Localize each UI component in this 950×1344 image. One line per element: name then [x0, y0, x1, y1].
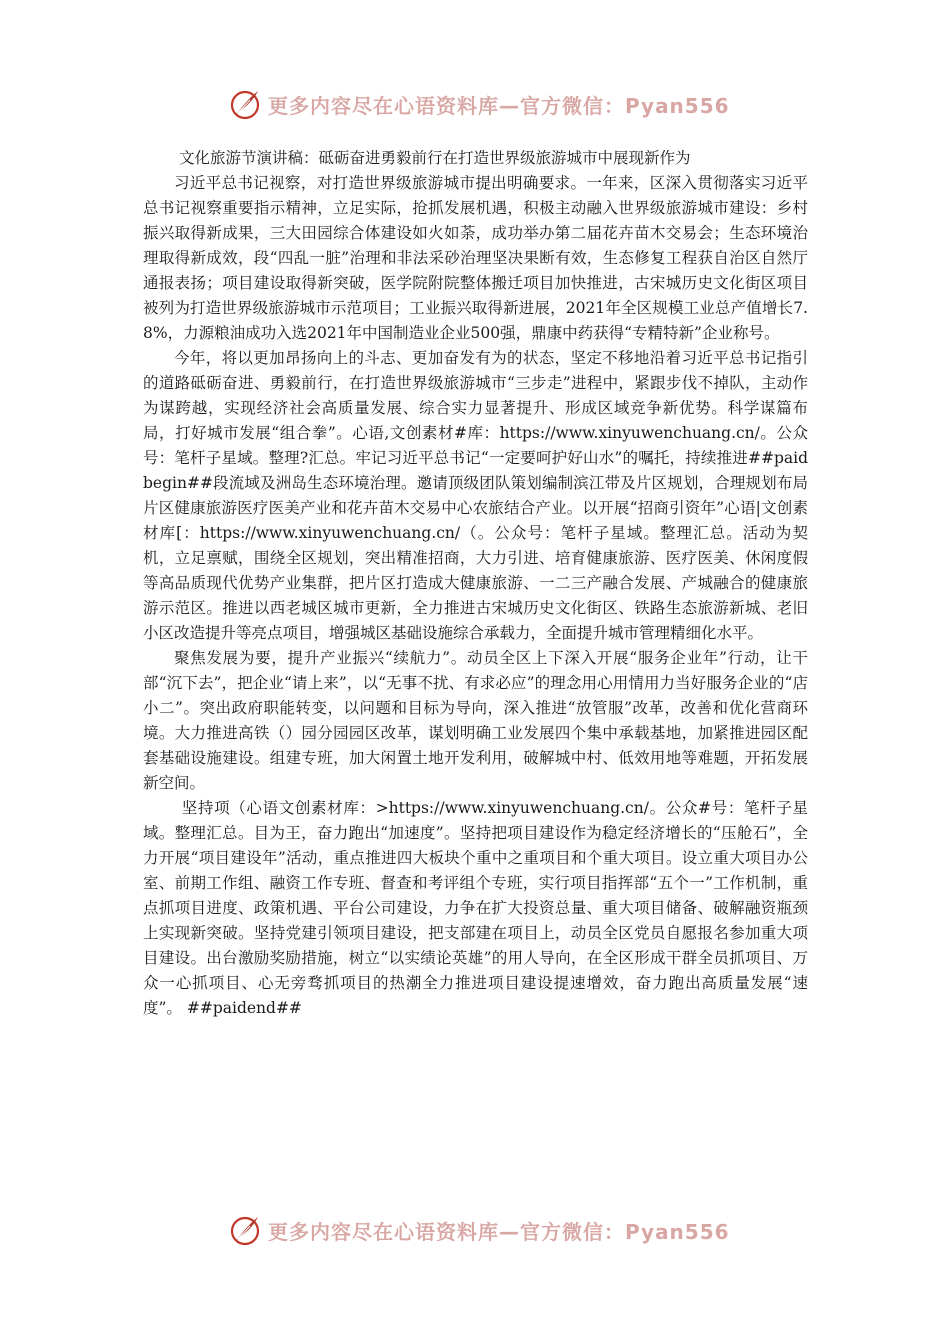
- document-body: [143, 146, 808, 1021]
- paragraph: 聚焦发展为要，提升产业振兴“续航力”。动员全区上下深入开展“服务企业年”行动，让干部“沉下去”，把企业“请上来”，以“无事不扰、有求必应”的理念用心用情用力当好服务企业的“店小二”。突出政府职能转变，以问题和目标为导向，深入推进“放管服”改革，改善和优化营商环境。大力推进高铁（）园分园园区改革，谋划明确工业发展四个集中承载基地，加紧推进园区配套基础设施建设。组建专班，加大闲置土地开发利用，破解城中村、低效用地等难题，开拓发展新空间。: [143, 649, 808, 792]
- paragraph: 今年，将以更加昂扬向上的斗志、更加奋发有为的状态，坚定不移地沿着习近平总书记指引的道路砥砺奋进、勇毅前行，在打造世界级旅游城市“三步走”进程中，紧跟步伐不掉队，主动作为谋跨越，实现经济社会高质量发展、综合实力显著提升、形成区域竞争新优势。科学谋篇布局，打好城市发展“组合拳”。心语,文创素材#库：https://www.xinyuwenchuang.cn/。公众号：笔杆子星域。整理?汇总。牢记习近平总书记“一定要呵护好山水”的嘱托，持续推进##paidbegin##段流域及洲岛生态环境治理。邀请顶级团队策划编制滨江带及片区规划，合理规划布局片区健康旅游医疗医美产业和花卉苗木交易中心农旅结合产业。以开展“招商引资年”心语|文创素材库[：https://www.xinyuwenchuang.cn/（。公众号：笔杆子星域。整理汇总。活动为契机，立足禀赋，围绕全区规划，突出精准招商，大力引进、培育健康旅游、医疗医美、休闲度假等高品质现代优势产业集群，把片区打造成大健康旅游、一二三产融合发展、产城融合的健康旅游示范区。推进以西老城区城市更新，全力推进古宋城历史文化街区、铁路生态旅游新城、老旧小区改造提升等亮点项目，增强城区基础设施综合承载力，全面提升城市管理精细化水平。: [143, 349, 808, 642]
- paragraph: 习近平总书记视察，对打造世界级旅游城市提出明确要求。一年来，区深入贯彻落实习近平总书记视察重要指示精神，立足实际，抢抓发展机遇，积极主动融入世界级旅游城市建设：乡村振兴取得新成果，三大田园综合体建设如火如荼，成功举办第二届花卉苗木交易会；生态环境治理取得新成效，段“四乱一脏”治理和非法采砂治理坚决果断有效，生态修复工程获自治区自然厅通报表扬；项目建设取得新突破，医学院附院整体搬迁项目加快推进，古宋城历史文化街区项目被列为打造世界级旅游城市示范项目；工业振兴取得新进展，2021年全区规模工业总产值增长7.8%，力源粮油成功入选2021年中国制造业企业500强，鼎康中药获得“专精特新”企业称号。: [143, 174, 808, 342]
- watermark-banner-top: [228, 84, 748, 124]
- watermark-banner-bottom: [228, 1210, 748, 1250]
- paragraph: 坚持项（心语文创素材库：>https://www.xinyuwenchuang.cn/。公众#号：笔杆子星域。整理汇总。目为王，奋力跑出“加速度”。坚持把项目建设作为稳定经济增长的“压舱石”，全力开展“项目建设年”活动，重点推进四大板块个重中之重项目和个重大项目。设立重大项目办公室、前期工作组、融资工作专班、督查和考评组个专班，实行项目指挥部“五个一”工作机制，重点抓项目进度、政策机遇、平台公司建设，力争在扩大投资总量、重大项目储备、破解融资瓶颈上实现新突破。坚持党建引领项目建设，把支部建在项目上，动员全区党员自愿报名参加重大项目建设。出台激励奖励措施，树立“以实绩论英雄”的用人导向，在全区形成干群全员抓项目、万众一心抓项目、心无旁骛抓项目的热潮全力推进项目建设提速增效，奋力跑出高质量发展“速度”。 ##paidend##: [143, 799, 808, 1017]
- document-title: 文化旅游节演讲稿：砥砺奋进勇毅前行在打造世界级旅游城市中展现新作为: [179, 149, 691, 167]
- feather-pen-circle-icon: [228, 1213, 262, 1247]
- watermark-text: 更多内容尽在心语资料库—官方微信：Pyan556: [268, 93, 730, 118]
- watermark-text: 更多内容尽在心语资料库—官方微信：Pyan556: [268, 1219, 730, 1244]
- feather-pen-circle-icon: [228, 87, 262, 121]
